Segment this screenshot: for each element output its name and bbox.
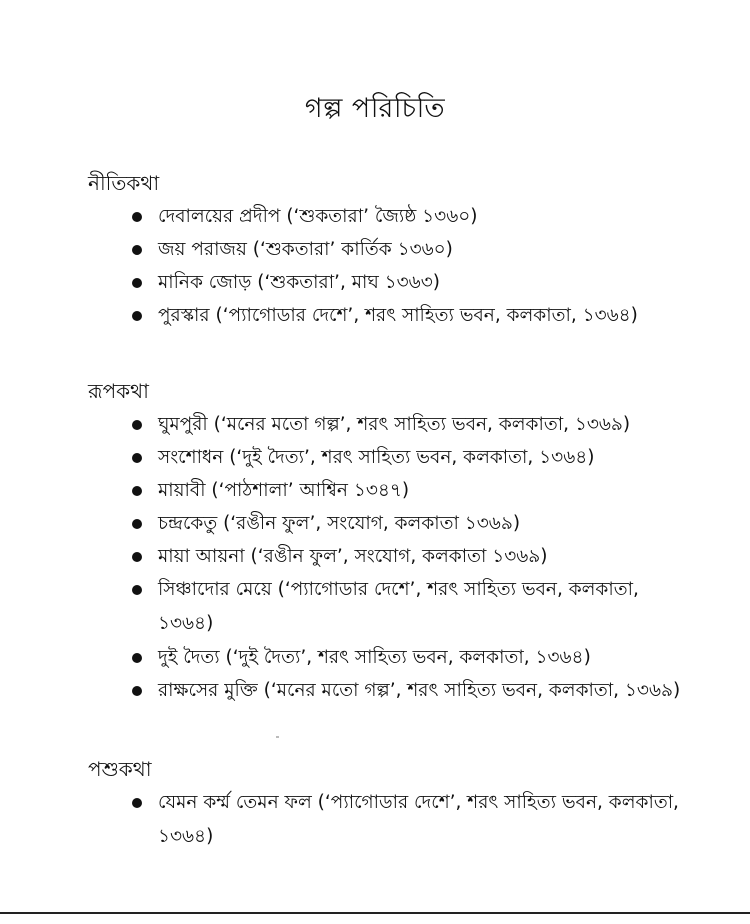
section-nitikotha [88, 166, 718, 332]
section-poshukotha [88, 752, 718, 854]
story-list [88, 408, 718, 707]
page-title: গল্প পরিচিতি [304, 93, 446, 124]
story-list [88, 200, 718, 332]
story-entry: মায়া আয়না (‘রঙীন ফুল’, সংযোগ, কলকাতা ১৩৬৯) [158, 546, 548, 567]
list-item [88, 200, 718, 233]
story-entry: সিঞ্চাদোর মেয়ে (‘প্যাগোডার দেশে’, শরৎ সাহিত্য ভবন, কলকাতা, ১৩৬৪) [158, 579, 639, 634]
story-entry: রাক্ষসের মুক্তি (‘মনের মতো গল্প’, শরৎ সাহিত্য ভবন, কলকাতা, ১৩৬৯) [158, 680, 681, 701]
bullet-icon [132, 311, 142, 321]
bullet-icon [132, 486, 142, 496]
bullet-icon [132, 420, 142, 430]
section-rupkotha [88, 374, 718, 707]
bullet-icon [132, 212, 142, 222]
list-item [88, 674, 718, 707]
list-item [88, 474, 718, 507]
page-bottom-border [0, 912, 750, 914]
story-entry: ঘুমপুরী (‘মনের মতো গল্প’, শরৎ সাহিত্য ভবন, কলকাতা, ১৩৬৯) [158, 414, 631, 435]
story-entry: মানিক জোড় (‘শুকতারা’, মাঘ ১৩৬৩) [158, 272, 440, 293]
story-entry: যেমন কর্ম্ম তেমন ফল (‘প্যাগোডার দেশে’, শরৎ সাহিত্য ভবন, কলকাতা, ১৩৬৪) [158, 792, 679, 847]
story-entry: পুরস্কার (‘প্যাগোডার দেশে’, শরৎ সাহিত্য ভবন, কলকাতা, ১৩৬৪) [158, 305, 638, 326]
bullet-icon [132, 798, 142, 808]
list-item [88, 441, 718, 474]
story-entry: দেবালয়ের প্রদীপ (‘শুকতারা’ জ্যৈষ্ঠ ১৩৬০) [158, 206, 478, 227]
section-heading: পশুকথা [88, 757, 152, 781]
bullet-icon [132, 453, 142, 463]
section-heading: নীতিকথা [88, 171, 160, 195]
bullet-icon [132, 686, 142, 696]
list-item [88, 507, 718, 540]
list-item [88, 408, 718, 441]
list-item [88, 299, 718, 332]
story-entry: চন্দ্রকেতু (‘রঙীন ফুল’, সংযোগ, কলকাতা ১৩৬৯) [158, 513, 521, 534]
scan-speck [276, 736, 279, 738]
story-entry: সংশোধন (‘দুই দৈত্য’, শরৎ সাহিত্য ভবন, কলকাতা, ১৩৬৪) [158, 447, 595, 468]
story-list [88, 786, 718, 854]
bullet-icon [132, 552, 142, 562]
list-item [88, 641, 718, 674]
list-item [88, 266, 718, 299]
bullet-icon [132, 585, 142, 595]
story-entry: মায়াবী (‘পাঠশালা’ আশ্বিন ১৩৪৭) [158, 480, 410, 501]
list-item [88, 540, 718, 573]
bullet-icon [132, 653, 142, 663]
section-heading: রূপকথা [88, 379, 149, 403]
bullet-icon [132, 519, 142, 529]
list-item [88, 573, 718, 641]
story-entry: দুই দৈত্য (‘দুই দৈত্য’, শরৎ সাহিত্য ভবন, কলকাতা, ১৩৬৪) [158, 647, 591, 668]
list-item [88, 786, 718, 854]
story-entry: জয় পরাজয় (‘শুকতারা’ কার্তিক ১৩৬০) [158, 239, 453, 260]
list-item [88, 233, 718, 266]
bullet-icon [132, 245, 142, 255]
bullet-icon [132, 278, 142, 288]
